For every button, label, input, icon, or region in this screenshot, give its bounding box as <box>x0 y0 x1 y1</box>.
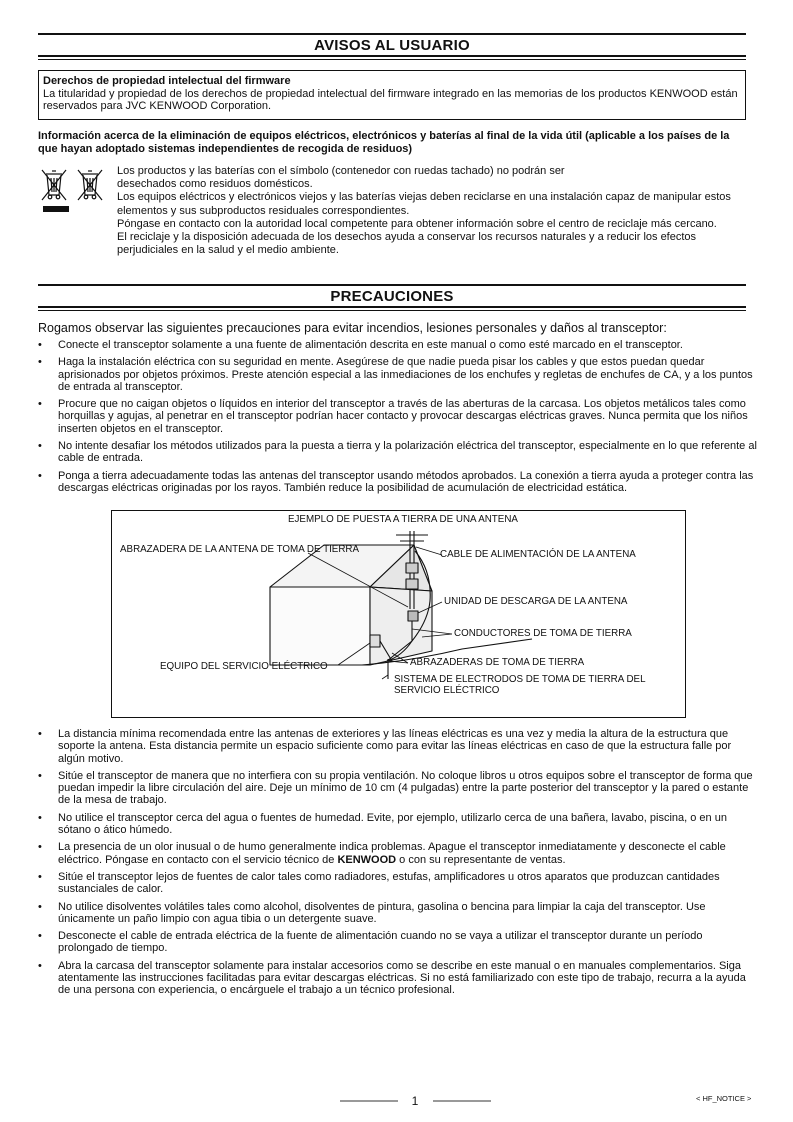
firmware-text: La titularidad y propiedad de los derechos de propiedad intelectual del firmware integrado en las memorias de los productos KENWOOD están reservados para JVC KENWOOD Corporation. <box>43 87 738 112</box>
smoke-text-before: La presencia de un olor inusual o de humo generalmente indica problemas. Apague el transceptor inmediatamente y desconecte el cable eléctrico. Póngase en contacto con el servicio técnico de <box>58 841 726 866</box>
diagram-label-clamp: ABRAZADERA DE LA ANTENA DE TOMA DE TIERRA <box>120 544 360 555</box>
diagram-title: EJEMPLO DE PUESTA A TIERRA DE UNA ANTENA <box>288 514 518 525</box>
list-item-text: Procure que no caigan objetos o líquidos en interior del transceptor a través de las aberturas de la carcasa. Los objetos metálicos tales como horquillas y agujas, al penetrar en el transceptor podrían hacer contacto y provocar descargas eléctricas graves. Nunca permita que los niños inserten objetos en el transceptor. <box>58 398 748 435</box>
diagram-label-electrode-2: SERVICIO ELÉCTRICO <box>394 685 500 696</box>
diagram-label-conductors: CONDUCTORES DE TOMA DE TIERRA <box>454 628 632 639</box>
firmware-box <box>38 70 746 120</box>
list-item-text: Haga la instalación eléctrica con su seguridad en mente. Asegúrese de que nadie pueda pisar los cables y que estos puedan quedar aprisionados por objetos próximos. Preste atención especial a las inmediaciones de los enchufes y regletas de enchufes de CA, y a los puntos de entrada al transceptor. <box>58 356 753 393</box>
diagram-label-electrode: SISTEMA DE ELECTRODOS DE TOMA DE TIERRA DEL <box>394 674 646 685</box>
list-item-text: No utilice disolventes volátiles tales como alcohol, disolventes de pintura, gasolina o bencina para limpiar la caja del transceptor. Use únicamente un paño limpio con agua tibia o un detergente suave. <box>58 900 706 925</box>
diagram-label-service: EQUIPO DEL SERVICIO ELÉCTRICO <box>160 661 328 672</box>
list-item: • Abra la carcasa del transceptor solamente para instalar accesorios como se describe en este manual o en manuales complementarios. Siga atentamente las instrucciones facilitadas para evitar descargas eléctricas. Si no está familiarizado con este tipo de trabajo, recurra a la ayuda de una persona con experiencia, o encárguele el trabajo a un técnico profesional. <box>38 959 746 997</box>
weee-paragraph: Póngase en contacto con la autoridad local competente para obtener información sobre el centro de reciclaje más cercano. <box>117 217 717 230</box>
list-item-text: Ponga a tierra adecuadamente todas las antenas del transceptor usando métodos aprobados. La conexión a tierra ayuda a proteger contra las descargas eléctricas originadas por los rayos. También reduce la posibilidad de acumulación de electricidad estática. <box>58 469 754 494</box>
list-item-text: Desconecte el cable de entrada eléctrica de la fuente de alimentación cuando no se vaya a utilizar el transceptor durante un período prolongado de tiempo. <box>58 930 703 955</box>
antenna-grounding-diagram <box>111 510 686 718</box>
page-number: 1 <box>411 1094 419 1108</box>
list-item-text: No utilice el transceptor cerca del agua o fuentes de humedad. Evite, por ejemplo, utilizarlo cerca de una bañera, lavabo, piscina, o en un sótano o ático húmedo. <box>58 811 727 837</box>
list-item: • Desconecte el cable de entrada eléctrica de la fuente de alimentación cuando no se vaya a utilizar el transceptor durante un período prolongado de tiempo. <box>38 930 703 955</box>
list-item: • Sitúe el transceptor lejos de fuentes de calor tales como radiadores, estufas, amplificadores u otros aparatos que produzcan cantidades sustanciales de calor. <box>38 870 720 896</box>
weee-paragraph: Los equipos eléctricos y electrónicos viejos y las baterías viejas deben reciclarse en una instalación capaz de manipular estos elementos y sus subproductos residuales correspondientes. <box>117 191 731 217</box>
precautions-list-top <box>38 339 758 499</box>
list-item: • No intente desafiar los métodos utilizados para la puesta a tierra y la polarización eléctrica del transceptor, especialmente en lo que referente al cable de entrada. <box>38 440 757 465</box>
list-item-text: La distancia mínima recomendada entre las antenas de exteriores y las líneas eléctricas es una vez y media la altura de la estructura que soporte la antena. Esta distancia permite un espacio suficiente como para evitar las líneas eléctricas en caso de que la estructura falle por algún motivo. <box>58 728 732 765</box>
list-item-text: Conecte el transceptor solamente a una fuente de alimentación descrita en este manual o como esté marcado en el transceptor. <box>58 339 683 351</box>
brand-name: KENWOOD <box>337 853 397 866</box>
list-item: • La distancia mínima recomendada entre las antenas de exteriores y las líneas eléctricas es una vez y media la altura de la estructura que soporte la antena. Esta distancia permite un espacio suficiente como para evitar las líneas eléctricas en caso de que la estructura falle por algún motivo. <box>38 728 732 765</box>
weee-paragraph: Los productos y las baterías con el símbolo (contenedor con ruedas tachado) no podrán ser desechados como residuos domésticos. <box>117 165 565 191</box>
precautions-intro: Rogamos observar las siguientes precauciones para evitar incendios, lesiones personales y daños al transceptor: <box>38 321 667 335</box>
list-item: • Ponga a tierra adecuadamente todas las antenas del transceptor usando métodos aprobados. La conexión a tierra ayuda a proteger contra las descargas eléctricas originadas por los rayos. También reduce la posibilidad de acumulación de electricidad estática. <box>38 469 754 494</box>
list-item-text: Sitúe el transceptor lejos de fuentes de calor tales como radiadores, estufas, amplificadores u otros aparatos que produzcan cantidades sustanciales de calor. <box>58 870 720 896</box>
precautions-title: PRECAUCIONES <box>330 288 454 305</box>
firmware-title: Derechos de propiedad intelectual del firmware <box>43 75 291 87</box>
crossed-bin-icon <box>40 168 110 216</box>
footer-rule-right <box>433 1100 491 1102</box>
notices-header <box>38 33 746 57</box>
notices-title: AVISOS AL USUARIO <box>314 37 470 54</box>
smoke-text-after: o con su representante de ventas. <box>396 853 566 866</box>
notice-tag: < HF_NOTICE > <box>696 1094 752 1103</box>
precautions-list-bottom <box>38 728 758 1002</box>
list-item: • Conecte el transceptor solamente a una fuente de alimentación descrita en este manual o como esté marcado en el transceptor. <box>38 339 683 351</box>
weee-text <box>117 165 753 257</box>
list-item-text <box>58 841 726 865</box>
list-item-text: Sitúe el transceptor de manera que no interfiera con su propia ventilación. No coloque libros u otros equipos sobre el transceptor de forma que puedan impedir la libre circulación del aire. Deje un mínimo de 10 cm (4 pulgadas) entre la parte posterior del transceptor y la pared o estante de la mesa de trabajo. <box>58 769 753 807</box>
list-item: • No utilice disolventes volátiles tales como alcohol, disolventes de pintura, gasolina o bencina para limpiar la caja del transceptor. Use únicamente un paño limpio con agua tibia o un detergente suave. <box>38 900 706 925</box>
diagram-label-ground-clamps: ABRAZADERAS DE TOMA DE TIERRA <box>410 657 585 668</box>
list-item: • Procure que no caigan objetos o líquidos en interior del transceptor a través de las aberturas de la carcasa. Los objetos metálicos tales como horquillas y agujas, al penetrar en el transceptor podrían hacer contacto y provocar descargas eléctricas graves. Nunca permita que los niños inserten objetos en el transceptor. <box>38 398 748 435</box>
list-item: • Haga la instalación eléctrica con su seguridad en mente. Asegúrese de que nadie pueda pisar los cables y que estos puedan quedar aprisionados por objetos próximos. Preste atención especial a las inmediaciones de los enchufes y regletas de enchufes de CA, y a los puntos de entrada al transceptor. <box>38 356 753 393</box>
list-item: • La presencia de un olor inusual o de humo generalmente indica problemas. Apague el transceptor inmediatamente y desconecte el cable eléctrico. Póngase en contacto con el servicio técnico de KENWOOD o con su representante de ventas. <box>38 841 726 866</box>
precautions-header <box>38 284 746 308</box>
diagram-label-feed: CABLE DE ALIMENTACIÓN DE LA ANTENA <box>440 549 636 560</box>
weee-title: Información acerca de la eliminación de equipos eléctricos, electrónicos y baterías al final de la vida útil (aplicable a los países de la que hayan adoptado sistemas independientes de recogida de residuos) <box>38 130 730 155</box>
weee-paragraph: El reciclaje y la disposición adecuada de los desechos ayuda a conservar los recursos naturales y a reducir los efectos perjudiciales en la salud y el medio ambiente. <box>117 231 697 257</box>
diagram-label-discharge: UNIDAD DE DESCARGA DE LA ANTENA <box>444 596 628 607</box>
list-item-text: No intente desafiar los métodos utilizados para la puesta a tierra y la polarización eléctrica del transceptor, especialmente en lo que referente al cable de entrada. <box>58 440 757 465</box>
weee-icons <box>40 168 110 216</box>
footer-rule-left <box>340 1100 398 1102</box>
list-item: • Sitúe el transceptor de manera que no interfiera con su propia ventilación. No coloque libros u otros equipos sobre el transceptor de forma que puedan impedir la libre circulación del aire. Deje un mínimo de 10 cm (4 pulgadas) entre la parte posterior del transceptor y la pared o estante de la mesa de trabajo. <box>38 769 753 807</box>
list-item-text: Abra la carcasa del transceptor solamente para instalar accesorios como se describe en este manual o en manuales complementarios. Siga atentamente las instrucciones facilitadas para evitar descargas eléctricas. Si no está familiarizado con este tipo de trabajo, recurra a la ayuda de una persona con experiencia, o encárguele el trabajo a un técnico profesional. <box>58 959 746 997</box>
list-item: • No utilice el transceptor cerca del agua o fuentes de humedad. Evite, por ejemplo, utilizarlo cerca de una bañera, lavabo, piscina, o en un sótano o ático húmedo. <box>38 811 727 837</box>
